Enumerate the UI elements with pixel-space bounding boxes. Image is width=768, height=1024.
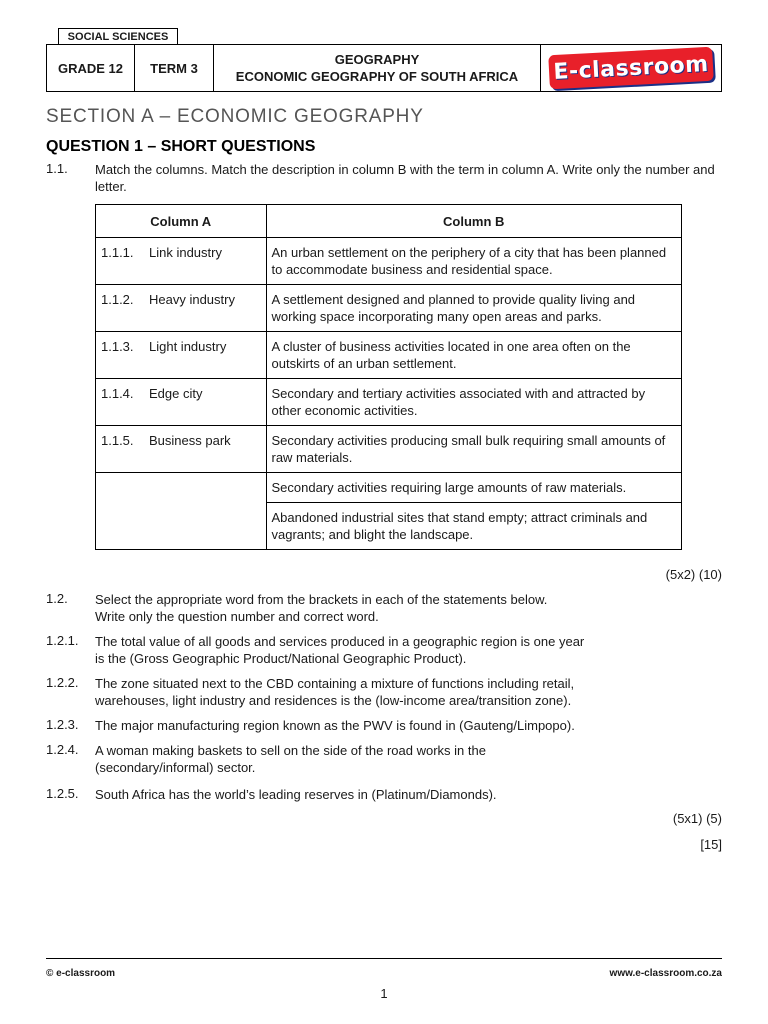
table-row: [96, 473, 682, 503]
item-term: Business park: [149, 433, 231, 448]
item-term: Edge city: [149, 386, 203, 401]
header-box: [46, 44, 722, 92]
question-text-line: Write only the question number and correct word.: [95, 609, 379, 624]
item-text-1-2-4: [95, 742, 486, 776]
item-text-1-2-1: [95, 633, 584, 667]
item-text-line: The zone situated next to the CBD containing a mixture of functions including retail,: [95, 676, 575, 691]
document-title: [214, 45, 541, 91]
item-number-1-2-5: 1.2.5.: [46, 786, 79, 801]
grade-label: GRADE 12: [47, 45, 135, 91]
table-row: [96, 285, 682, 332]
table-row: [96, 238, 682, 285]
question-number-1-1: 1.1.: [46, 161, 68, 176]
item-text-line: South Africa has the world’s leading reserves in (Platinum/Diamonds).: [95, 787, 497, 802]
item-text-line: warehouses, light industry and residences is the (low-income area/transition zone).: [95, 693, 572, 708]
column-b-cell: Secondary and tertiary activities associated with and attracted by other economic activities.: [266, 379, 682, 426]
item-number: 1.1.3.: [101, 339, 134, 354]
item-text-1-2-3: [95, 717, 575, 734]
item-text-line: The major manufacturing region known as the PWV is found in (Gauteng/Limpopo).: [95, 718, 575, 733]
table-row: [96, 332, 682, 379]
item-text-1-2-5: [95, 786, 497, 803]
total-marks: [15]: [700, 837, 722, 852]
title-line-1: GEOGRAPHY: [334, 52, 420, 67]
logo-cell: [541, 45, 721, 91]
table-row: [96, 426, 682, 473]
footer-divider: [46, 958, 722, 959]
term-label: TERM 3: [135, 45, 214, 91]
item-term: Light industry: [149, 339, 227, 354]
column-b-cell: Secondary activities requiring large amounts of raw materials.: [266, 473, 682, 503]
item-text-line: A woman making baskets to sell on the side of the road works in the: [95, 743, 486, 758]
column-b-header: Column B: [266, 205, 682, 238]
table-header-row: [96, 205, 682, 238]
table-row: [96, 379, 682, 426]
column-a-cell: [96, 379, 267, 426]
column-b-cell: Secondary activities producing small bulk requiring small amounts of raw materials.: [266, 426, 682, 473]
item-term: Link industry: [149, 245, 222, 260]
item-number-1-2-3: 1.2.3.: [46, 717, 79, 732]
item-number-1-2-2: 1.2.2.: [46, 675, 79, 690]
title-line-2: ECONOMIC GEOGRAPHY OF SOUTH AFRICA: [235, 69, 519, 84]
column-a-header: Column A: [96, 205, 267, 238]
column-a-cell: [96, 332, 267, 379]
question-title: QUESTION 1 – SHORT QUESTIONS: [46, 138, 316, 155]
page-number: 1: [380, 986, 388, 1001]
item-term: Heavy industry: [149, 292, 235, 307]
item-number: 1.1.2.: [101, 292, 134, 307]
column-a-cell: [96, 426, 267, 473]
item-text-1-2-2: [95, 675, 574, 709]
column-b-cell: Abandoned industrial sites that stand empty; attract criminals and vagrants; and blight the landscape.: [266, 503, 682, 550]
column-b-cell: A cluster of business activities located in one area often on the outskirts of an urban settlement.: [266, 332, 682, 379]
subject-tag: SOCIAL SCIENCES: [58, 28, 178, 45]
item-number: 1.1.1.: [101, 245, 134, 260]
item-text-line: The total value of all goods and services produced in a geographic region is one year: [95, 634, 585, 649]
footer-copyright: © e-classroom: [46, 968, 116, 979]
question-text-1-2: [95, 591, 547, 625]
footer-website: www.e-classroom.co.za: [609, 968, 722, 979]
item-number-1-2-4: 1.2.4.: [46, 742, 79, 757]
column-b-cell: An urban settlement on the periphery of a city that has been planned to accommodate business and residential space.: [266, 238, 682, 285]
marks-1-2: (5x1) (5): [672, 811, 722, 826]
item-number: 1.1.5.: [101, 433, 134, 448]
question-text-line: Select the appropriate word from the brackets in each of the statements below.: [95, 592, 548, 607]
item-number: 1.1.4.: [101, 386, 134, 401]
item-number-1-2-1: 1.2.1.: [46, 633, 79, 648]
match-table: [95, 204, 682, 550]
question-text-1-1: Match the columns. Match the description in column B with the term in column A. Write only the number and letter.: [95, 162, 715, 194]
column-b-cell: A settlement designed and planned to provide quality living and working space incorporating many open areas and parks.: [266, 285, 682, 332]
item-text-line: is the (Gross Geographic Product/National Geographic Product).: [95, 651, 467, 666]
column-a-cell: [96, 285, 267, 332]
item-text-line: (secondary/informal) sector.: [95, 760, 256, 775]
column-a-empty-cell: [96, 473, 267, 550]
logo-text: E-classroom: [552, 51, 710, 85]
section-title: SECTION A – ECONOMIC GEOGRAPHY: [46, 106, 424, 127]
marks-1-1: (5x2) (10): [665, 567, 722, 582]
eclassroom-logo: [548, 47, 714, 90]
column-a-cell: [96, 238, 267, 285]
question-number-1-2: 1.2.: [46, 591, 68, 606]
